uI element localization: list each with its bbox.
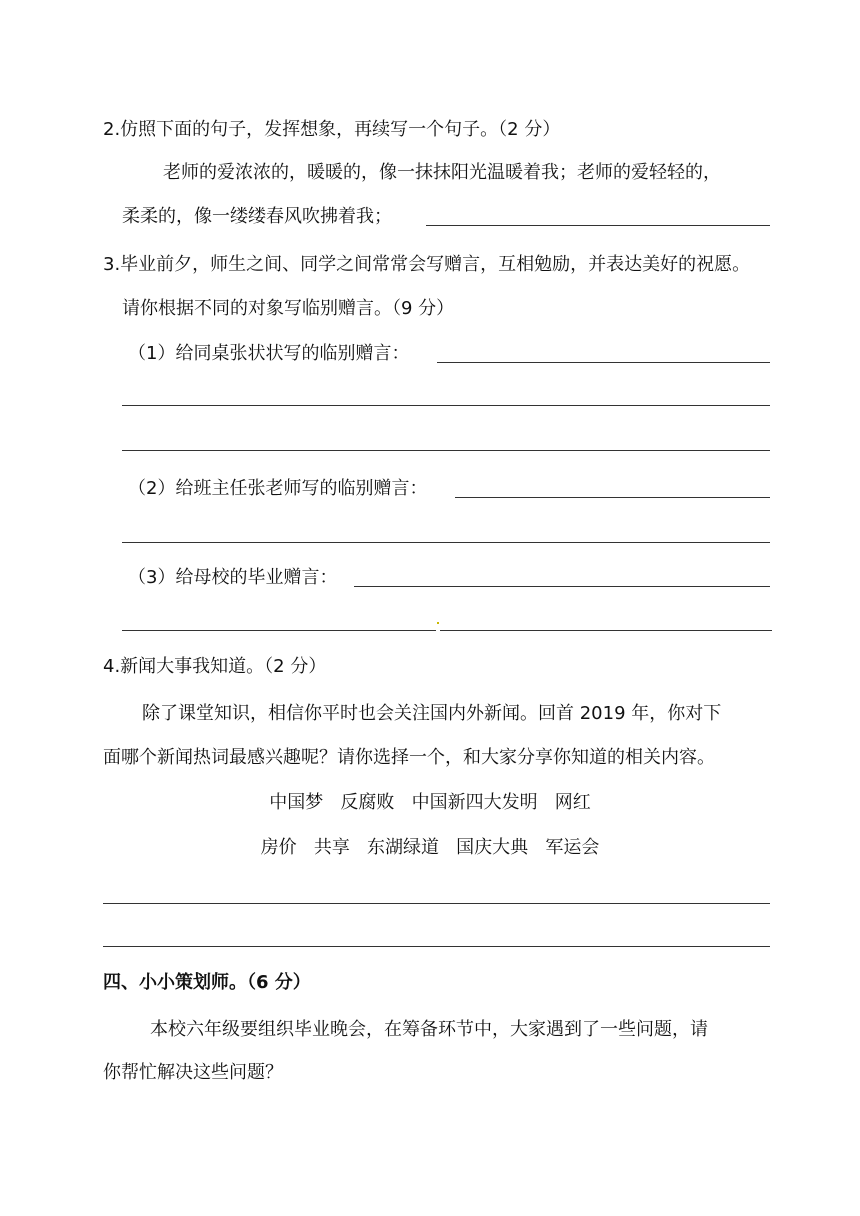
q2-example-line2: 柔柔的，像一缕缕春风吹拂着我； [122,206,392,227]
q3-item1-label: （1）给同桌张状状写的临别赠言： [128,343,410,364]
q3-item2-blank-a[interactable] [455,497,770,498]
section4-line1: 本校六年级要组织毕业晚会，在筹备环节中，大家遇到了一些问题，请 [150,1019,708,1040]
q3-item3-blank-b[interactable] [122,630,436,631]
speck-mark [437,622,439,624]
q3-item1-blank-c[interactable] [122,450,770,451]
section4-title: 四、小小策划师。（6 分） [103,972,311,993]
q3-subtitle: 请你根据不同的对象写临别赠言。（9 分） [122,298,455,319]
q3-item2-label: （2）给班主任张老师写的临别赠言： [128,478,428,499]
q2-example-line1: 老师的爱浓浓的，暖暖的，像一抹抹阳光温暖着我；老师的爱轻轻的， [163,162,721,183]
q4-title: 4.新闻大事我知道。（2 分） [103,656,327,677]
q3-item2-blank-b[interactable] [122,542,770,543]
q3-title: 3.毕业前夕，师生之间、同学之间常常会写赠言，互相勉励，并表达美好的祝愿。 [103,254,751,275]
q4-intro-line1: 除了课堂知识，相信你平时也会关注国内外新闻。回首 2019 年，你对下 [142,703,722,724]
q3-item1-blank-b[interactable] [122,405,770,406]
q4-intro-line2: 面哪个新闻热词最感兴趣呢？请你选择一个，和大家分享你知道的相关内容。 [103,747,715,768]
q4-answer-blank-a[interactable] [103,903,770,904]
q3-item1-blank-a[interactable] [437,362,770,363]
q2-answer-blank[interactable] [426,225,770,226]
q4-answer-blank-b[interactable] [103,946,770,947]
q3-item3-blank-c[interactable] [440,630,772,631]
q3-item3-label: （3）给母校的毕业赠言： [128,567,338,588]
q4-hot-words-row1: 中国梦 反腐败 中国新四大发明 网红 [269,792,591,813]
section4-line2: 你帮忙解决这些问题？ [103,1062,283,1083]
q4-hot-words-row2: 房价 共享 东湖绿道 国庆大典 军运会 [260,837,600,858]
q3-item3-blank-a[interactable] [354,586,770,587]
q2-title: 2.仿照下面的句子，发挥想象，再续写一个句子。（2 分） [103,119,561,140]
